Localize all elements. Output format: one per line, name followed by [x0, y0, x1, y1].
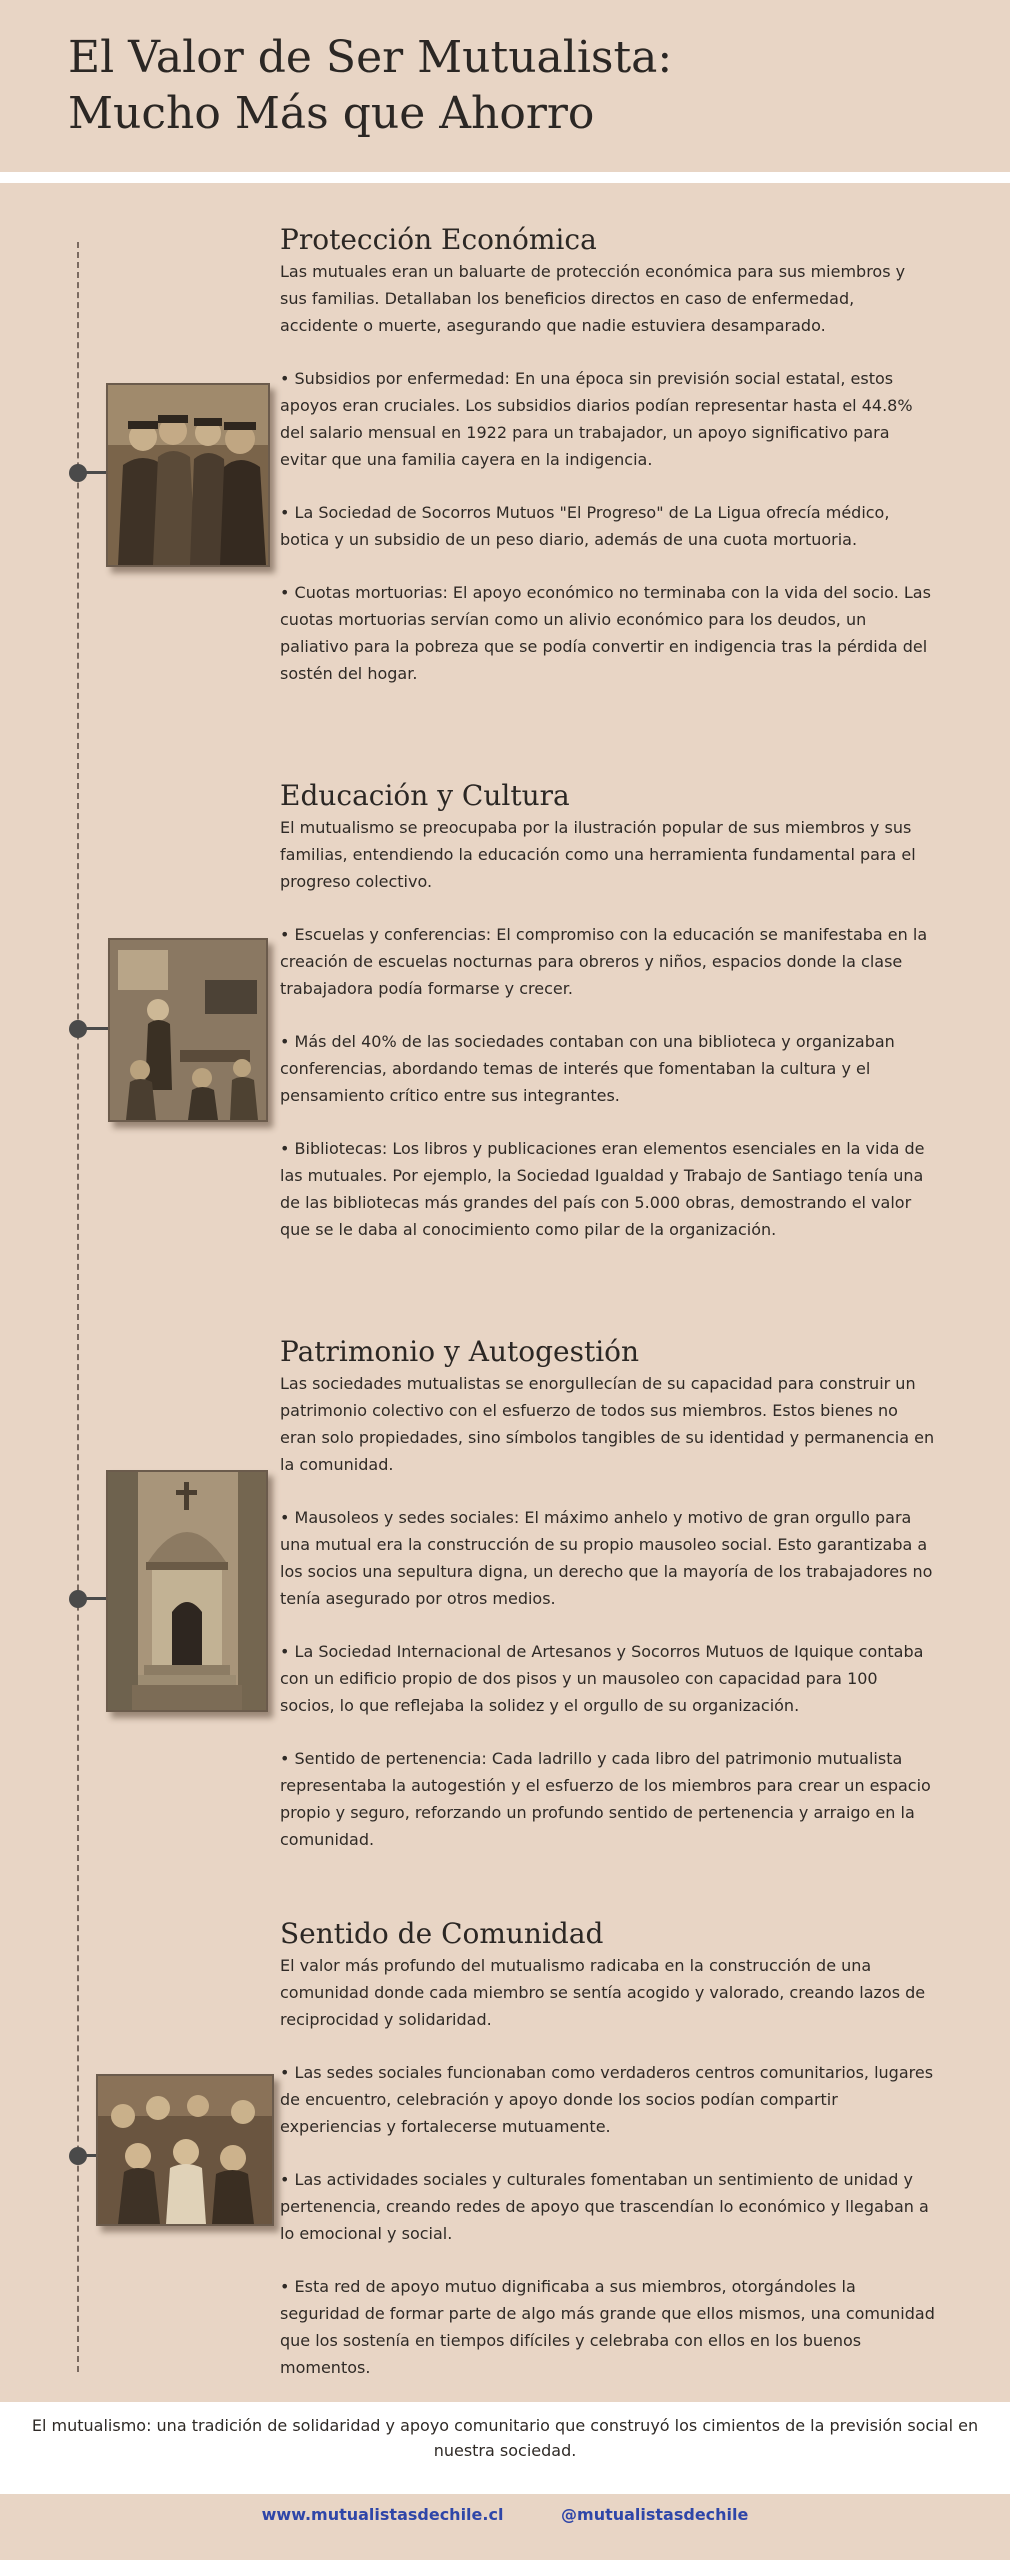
footer-links — [0, 2505, 1010, 2524]
section-heading: Protección Económica — [280, 223, 597, 256]
timeline-dot — [69, 1020, 87, 1038]
section-bullet: • Sentido de pertenencia: Cada ladrillo y cada libro del patrimonio mutualista representaba la autogestión y el esfuerzo de los miembros para crear un espacio propio y seguro, reforzando un profundo sentido de pertenencia y arraigo en la comunidad. — [280, 1749, 931, 1849]
timeline-dot — [69, 464, 87, 482]
page-header — [0, 0, 1010, 172]
section-sentido-comunidad — [280, 1916, 935, 2407]
website-link[interactable]: www.mutualistasdechile.cl — [261, 2505, 504, 2524]
section-bullet: • Las actividades sociales y culturales fomentaban un sentimiento de unidad y pertenencia, creando redes de apoyo que trascendían lo económico y llegaban a lo emocional y social. — [280, 2170, 929, 2243]
page-title — [68, 30, 948, 142]
timeline-connector — [86, 471, 108, 474]
section-educacion-cultura — [280, 778, 935, 1269]
section-patrimonio-autogestion — [280, 1334, 935, 1879]
section-proteccion-economica — [280, 222, 935, 713]
timeline-dot — [69, 2147, 87, 2165]
mausoleum-photo — [106, 1470, 268, 1712]
page-title-line-1: El Valor de Ser Mutualista: — [68, 32, 673, 83]
section-heading: Sentido de Comunidad — [280, 1917, 604, 1950]
timeline-dot — [69, 1590, 87, 1608]
section-intro: El mutualismo se preocupaba por la ilustración popular de sus miembros y sus familias, entendiendo la educación como una herramienta fundamental para el progreso colectivo. — [280, 818, 916, 891]
page-title-line-2: Mucho Más que Ahorro — [68, 88, 595, 139]
header-divider — [0, 172, 1010, 183]
section-bullet: • La Sociedad de Socorros Mutuos "El Progreso" de La Ligua ofrecía médico, botica y un subsidio de un peso diario, además de una cuota mortuoria. — [280, 503, 890, 549]
section-intro: Las mutuales eran un baluarte de protección económica para sus miembros y sus familias. Detallaban los beneficios directos en caso de enfermedad, accidente o muerte, asegurando que nadie estuviera desamparado. — [280, 262, 906, 335]
section-bullet: • Subsidios por enfermedad: En una época sin previsión social estatal, estos apoyos eran cruciales. Los subsidios diarios podían representar hasta el 44.8% del salario mensual en 1922 para un trabajador, un apoyo significativo para evitar que una familia cayera en la indigencia. — [280, 369, 913, 469]
timeline-connector — [86, 1027, 108, 1030]
community-celebration-photo — [96, 2074, 274, 2226]
section-bullet: • Esta red de apoyo mutuo dignificaba a sus miembros, otorgándoles la seguridad de formar parte de algo más grande que ellos mismos, una comunidad que los sostenía en tiempos difíciles y celebraba con ellos en los buenos momentos. — [280, 2277, 935, 2377]
timeline-line — [77, 242, 79, 2372]
section-bullet: • Bibliotecas: Los libros y publicaciones eran elementos esenciales en la vida de las mutuales. Por ejemplo, la Sociedad Igualdad y Trabajo de Santiago tenía una de las bibliotecas más grandes del país con 5.000 obras, demostrando el valor que se le daba al conocimiento como pilar de la organización. — [280, 1139, 925, 1239]
section-bullet: • Cuotas mortuorias: El apoyo económico no terminaba con la vida del socio. Las cuotas mortuorias servían como un alivio económico para los deudos, un paliativo para la pobreza que se podía convertir en indigencia tras la pérdida del sostén del hogar. — [280, 583, 931, 683]
section-heading: Patrimonio y Autogestión — [280, 1335, 640, 1368]
footer-tagline: El mutualismo: una tradición de solidaridad y apoyo comunitario que construyó los cimientos de la previsión social en nuestra sociedad. — [31, 2416, 979, 2460]
section-bullet: • Las sedes sociales funcionaban como verdaderos centros comunitarios, lugares de encuentro, celebración y apoyo donde los socios podían compartir experiencias y fortalecerse mutuamente. — [280, 2063, 934, 2136]
section-bullet: • Mausoleos y sedes sociales: El máximo anhelo y motivo de gran orgullo para una mutual era la construcción de su propio mausoleo social. Esto garantizaba a los socios una sepultura digna, un derecho que la mayoría de los trabajadores no tenía asegurado por otros medios. — [280, 1508, 933, 1608]
workers-group-photo — [106, 383, 270, 567]
section-bullet: • Escuelas y conferencias: El compromiso con la educación se manifestaba en la creación de escuelas nocturnas para obreros y niños, espacios donde la clase trabajadora podía formarse y crecer. — [280, 925, 928, 998]
timeline-connector — [86, 1597, 108, 1600]
social-handle-link[interactable]: @mutualistasdechile — [561, 2505, 749, 2524]
section-bullet: • Más del 40% de las sociedades contaban con una biblioteca y organizaban conferencias, abordando temas de interés que fomentaban la cultura y el pensamiento crítico entre sus integrantes. — [280, 1032, 895, 1105]
section-intro: El valor más profundo del mutualismo radicaba en la construcción de una comunidad donde cada miembro se sentía acogido y valorado, creando lazos de reciprocidad y solidaridad. — [280, 1956, 926, 2029]
section-intro: Las sociedades mutualistas se enorgullecían de su capacidad para construir un patrimonio colectivo con el esfuerzo de todos sus miembros. Estos bienes no eran solo propiedades, sino símbolos tangibles de su identidad y permanencia en la comunidad. — [280, 1374, 935, 1474]
section-heading: Educación y Cultura — [280, 779, 570, 812]
section-bullet: • La Sociedad Internacional de Artesanos y Socorros Mutuos de Iquique contaba con un edificio propio de dos pisos y un mausoleo con capacidad para 100 socios, lo que reflejaba la solidez y el orgullo de su organización. — [280, 1642, 924, 1715]
classroom-photo — [108, 938, 268, 1122]
